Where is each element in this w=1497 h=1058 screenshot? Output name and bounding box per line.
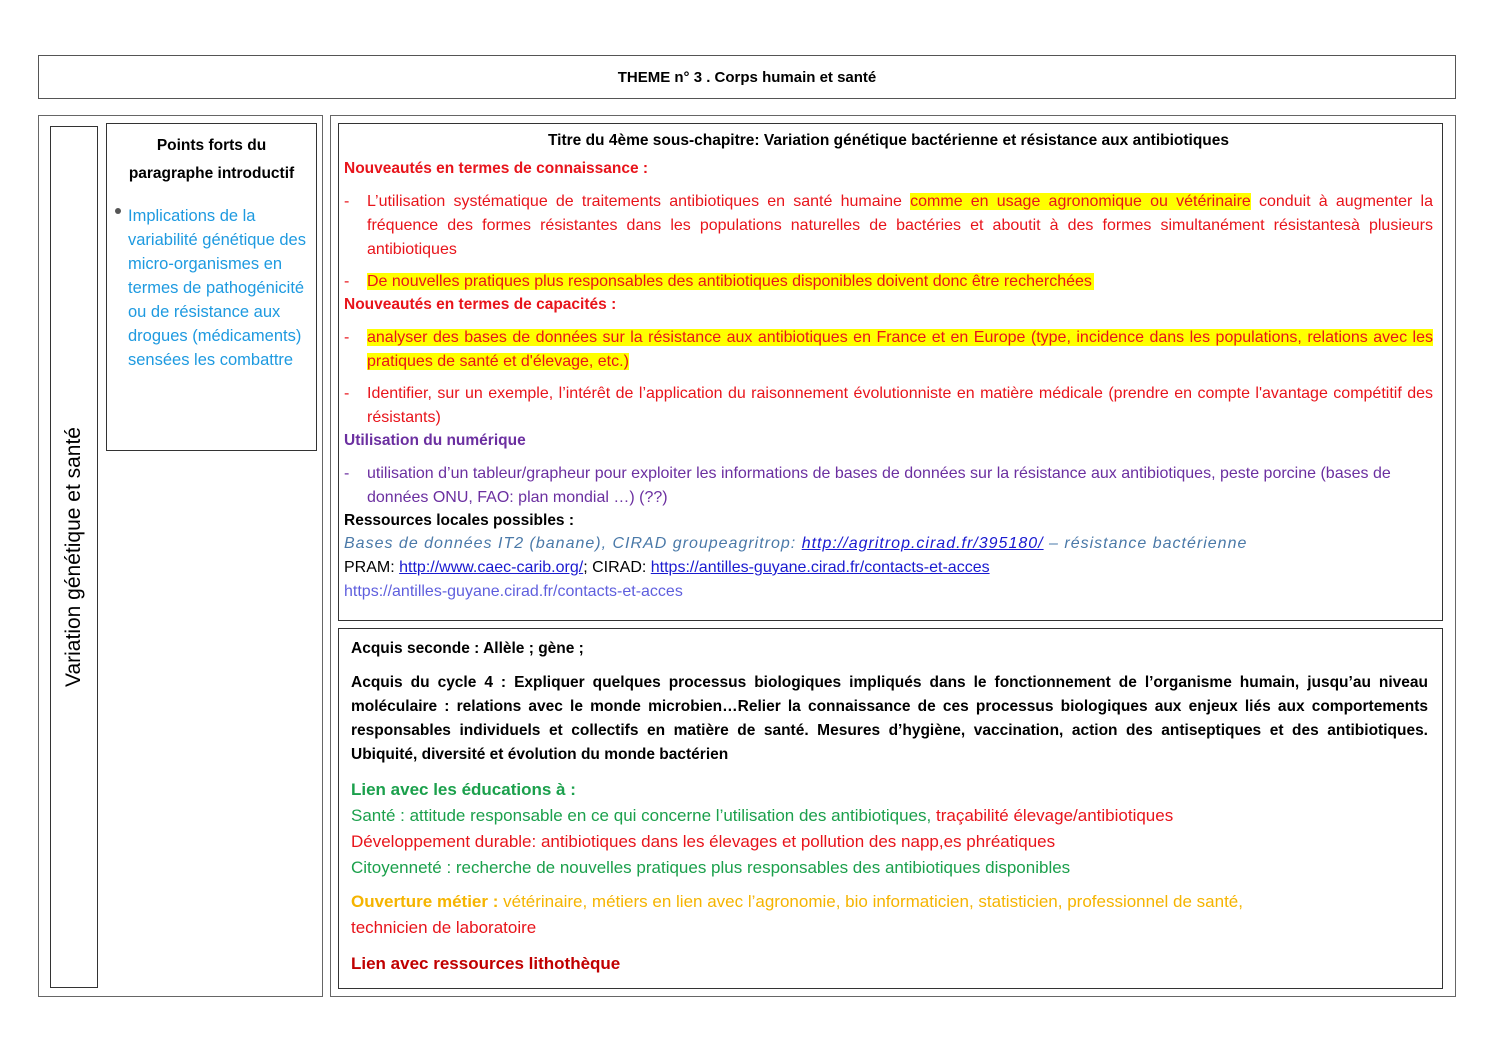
vertical-label-box	[50, 126, 98, 988]
numerique-item-1: - utilisation d’un tableur/grapheur pour exploiter les informations de bases de données sur la résistance aux antibiotiques, peste porcine (bases de données ONU, FAO: plan mondial …) (??)	[344, 462, 1433, 510]
educations-developpement-durable: Développement durable: antibiotiques dans les élevages et pollution des napp,es phréatiques	[351, 832, 1056, 851]
subchapter-box	[338, 123, 1443, 621]
ouverture-text-red: technicien de laboratoire	[351, 918, 537, 937]
dash-icon: -	[344, 329, 350, 346]
ouverture-text: vétérinaire, métiers en lien avec l’agronomie, bio informaticien, statisticien, professionnel de santé,	[498, 892, 1243, 911]
caec-carib-link[interactable]: http://www.caec-carib.org/	[399, 559, 584, 576]
theme-title: THEME n° 3 . Corps humain et santé	[617, 68, 877, 86]
acquis-cycle4: Acquis du cycle 4 : Expliquer quelques processus biologiques impliqués dans le fonctionnement de l’organisme humain, jusqu’au niveau moléculaire : relations avec le monde microbien…Relier la connaissance de ces processus biologiques aux enjeux liés aux comportements responsables individuels et collectifs en matière de santé. Mesures d’hygiène, vaccination, action des antiseptiques et des antibiotiques. Ubiquité, diversité et évolution du monde bactérien	[351, 674, 1428, 763]
ressources-line-1: Bases de données IT2 (banane), CIRAD groupeagritrop: http://agritrop.cirad.fr/395180/ – résistance bactérienne	[344, 535, 1248, 552]
lithotheque-heading: Lien avec ressources lithothèque	[351, 954, 621, 973]
ressources-heading: Ressources locales possibles :	[344, 512, 575, 529]
dash-icon: -	[344, 193, 350, 210]
points-forts-title: Points forts du paragraphe introductif	[128, 137, 295, 182]
ressources-line-2: PRAM: http://www.caec-carib.org/; CIRAD: https://antilles-guyane.cirad.fr/contacts-et-acces	[344, 559, 990, 576]
connaissance-heading: Nouveautés en termes de connaissance :	[344, 160, 649, 177]
points-forts-box	[106, 123, 317, 451]
cirad-antilles-link[interactable]: https://antilles-guyane.cirad.fr/contacts-et-acces	[650, 559, 990, 576]
acquis-seconde: Acquis seconde : Allèle ; gène ;	[351, 640, 584, 657]
capacites-item-1: - analyser des bases de données sur la résistance aux antibiotiques en France et en Europe (type, incidence dans les populations, relations avec les pratiques de santé et d'élevage, etc.)	[344, 326, 1433, 374]
list-item: Implications de la variabilité génétique des micro-organismes en termes de pathogénicité ou de résistance aux drogues (médicaments) sensées les combattre	[115, 204, 308, 372]
dash-icon: -	[344, 465, 350, 482]
educations-sante: Santé : attitude responsable en ce qui concerne l’utilisation des antibiotiques, traçabilité élevage/antibiotiques	[351, 806, 1174, 825]
capacites-heading: Nouveautés en termes de capacités :	[344, 296, 617, 313]
educations-section	[351, 777, 1428, 881]
vertical-label: Variation génétique et santé	[62, 427, 85, 687]
numerique-heading: Utilisation du numérique	[344, 432, 526, 449]
clipped-overflow-line: https://antilles-guyane.cirad.fr/contacts-et-acces	[344, 583, 683, 600]
capacites-item-2: - Identifier, sur un exemple, l’intérêt de l’application du raisonnement évolutionniste en matière médicale (prendre en compte l'avantage compétitif des résistants)	[344, 382, 1433, 430]
ouverture-section	[351, 889, 1428, 941]
connaissance-item-1: - L’utilisation systématique de traitements antibiotiques en santé humaine comme en usage agronomique ou vétérinaire conduit à augmenter la fréquence des formes résistantes dans les populations naturelles de bactéries et aboutit à des formes simultanément résistantesà plusieurs antibiotiques	[344, 190, 1433, 262]
acquis-box	[338, 628, 1443, 989]
connaissance-item-2: - De nouvelles pratiques plus responsables des antibiotiques disponibles doivent donc être recherchées	[344, 270, 1433, 294]
educations-citoyennete: Citoyenneté : recherche de nouvelles pratiques plus responsables des antibiotiques disponibles	[351, 858, 1071, 877]
dash-icon: -	[344, 273, 350, 290]
highlighted-text: comme en usage agronomique ou vétérinaire	[910, 193, 1251, 210]
agritrop-link[interactable]: http://agritrop.cirad.fr/395180/	[801, 535, 1044, 552]
subchapter-title: Titre du 4ème sous-chapitre: Variation génétique bactérienne et résistance aux antibiotiques	[547, 132, 1230, 149]
bullet-icon	[115, 208, 121, 214]
ouverture-label: Ouverture métier :	[351, 892, 499, 911]
educations-heading: Lien avec les éducations à :	[351, 780, 576, 799]
points-forts-list	[115, 204, 308, 372]
dash-icon: -	[344, 385, 350, 402]
theme-header	[38, 55, 1456, 99]
